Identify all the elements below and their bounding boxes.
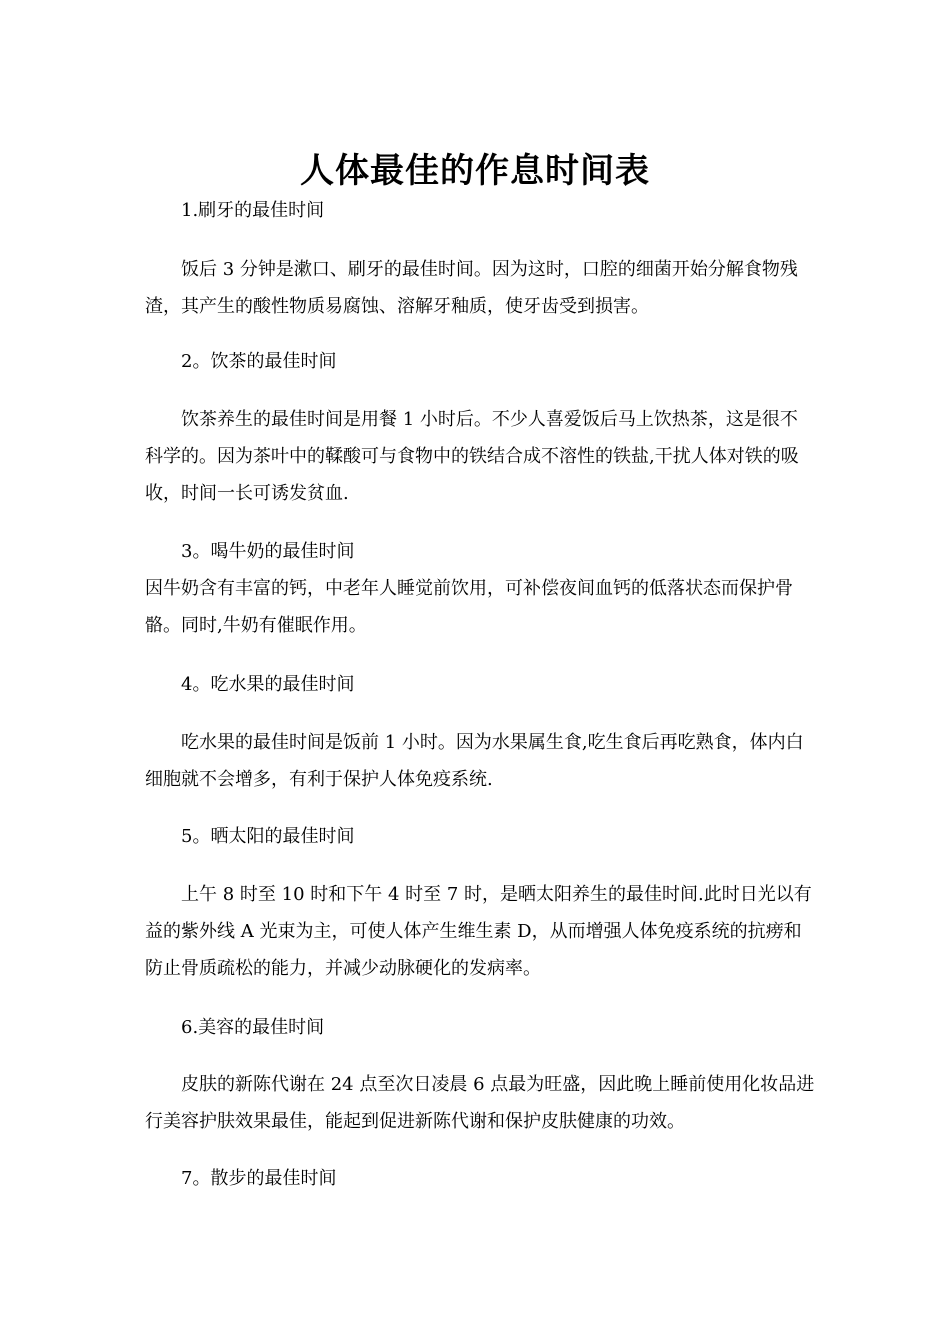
section-heading-5: 5。晒太阳的最佳时间 (181, 826, 355, 847)
section-body-3: 因牛奶含有丰富的钙，中老年人睡觉前饮用，可补偿夜间血钙的低落状态而保护骨骼。同时,牛奶有催眠作用。 (145, 578, 793, 636)
section-heading-7: 7。散步的最佳时间 (181, 1168, 337, 1189)
section-heading-6: 6.美容的最佳时间 (181, 1017, 325, 1038)
section-heading-4: 4。吃水果的最佳时间 (181, 674, 355, 695)
section-body-1: 饭后 3 分钟是漱口、刷牙的最佳时间。因为这时，口腔的细菌开始分解食物残渣，其产生的酸性物质易腐蚀、溶解牙釉质，使牙齿受到损害。 (145, 259, 798, 317)
page-title: 人体最佳的作息时间表 (300, 150, 650, 191)
section-body-4: 吃水果的最佳时间是饭前 1 小时。因为水果属生食,吃生食后再吃熟食，体内白细胞就不会增多，有利于保护人体免疫系统. (145, 732, 804, 790)
section-body-6: 皮肤的新陈代谢在 24 点至次日凌晨 6 点最为旺盛，因此晚上睡前使用化妆品进行美容护肤效果最佳，能起到促进新陈代谢和保护皮肤健康的功效。 (145, 1074, 815, 1132)
section-body-5: 上午 8 时至 10 时和下午 4 时至 7 时，是晒太阳养生的最佳时间.此时日光以有益的紫外线 A 光束为主，可使人体产生维生素 D，从而增强人体免疫系统的抗痨和防止骨质疏松的能力，并减少动脉硬化的发病率。 (145, 884, 812, 979)
section-heading-3: 3。喝牛奶的最佳时间 (181, 541, 355, 562)
section-heading-1: 1.刷牙的最佳时间 (181, 200, 325, 221)
section-body-2: 饮茶养生的最佳时间是用餐 1 小时后。不少人喜爱饭后马上饮热茶，这是很不科学的。因为茶叶中的鞣酸可与食物中的铁结合成不溶性的铁盐,干扰人体对铁的吸收，时间一长可诱发贫血. (145, 409, 799, 504)
section-heading-2: 2。饮茶的最佳时间 (181, 351, 337, 372)
